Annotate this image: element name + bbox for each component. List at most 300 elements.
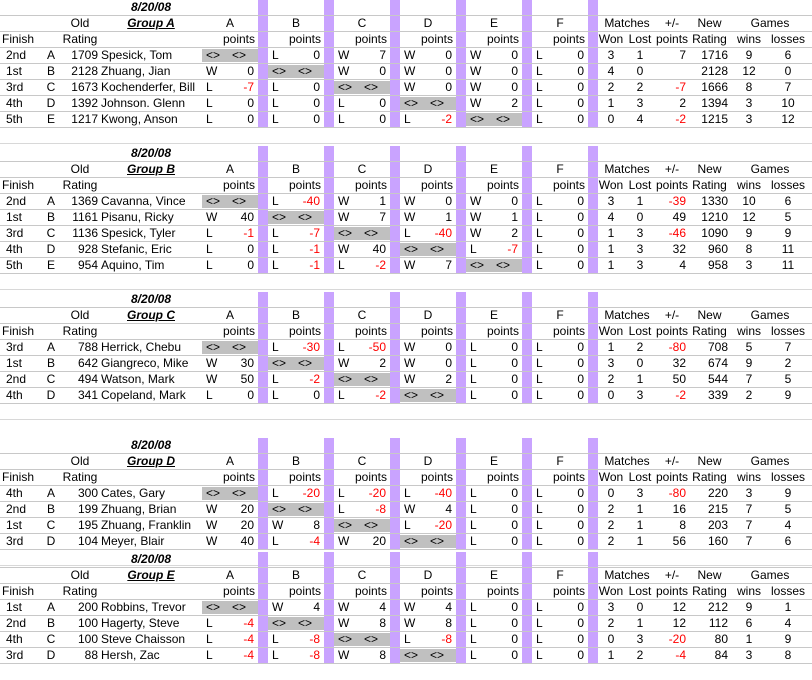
losses-cell: 5 xyxy=(784,210,792,224)
won-cell: 2 xyxy=(607,372,615,386)
match-points: -8 xyxy=(375,502,386,516)
plusminus-cell: -80 xyxy=(668,340,686,354)
match-points: 0 xyxy=(511,534,518,548)
opponent-header: A xyxy=(225,308,234,322)
won-header: Won xyxy=(598,584,624,598)
match-points: 2 xyxy=(511,226,518,240)
plusminus-cell: -80 xyxy=(668,486,686,500)
losses-cell: 9 xyxy=(784,486,792,500)
letter-cell: B xyxy=(46,502,55,516)
player-name: Zhuang, Jian xyxy=(101,64,171,78)
match-points: 30 xyxy=(240,356,254,370)
table-row xyxy=(0,194,812,210)
match-result: L xyxy=(536,388,543,402)
match-result: L xyxy=(272,632,279,646)
rating-cell: 100 xyxy=(77,616,98,630)
player-name: Meyer, Blair xyxy=(101,534,165,548)
table-row xyxy=(0,340,812,356)
match-result: W xyxy=(404,48,416,62)
rating-header: Rating xyxy=(62,324,98,338)
group-date: 8/20/08 xyxy=(130,0,172,14)
match-points: 0 xyxy=(379,64,386,78)
header-row xyxy=(0,454,812,470)
match-result: L xyxy=(470,648,477,662)
lost-header: Lost xyxy=(628,470,652,484)
match-result: <> xyxy=(404,534,419,548)
match-points: 0 xyxy=(577,340,584,354)
rating-cell: 88 xyxy=(84,648,98,662)
letter-cell: D xyxy=(46,388,56,402)
lost-header: Lost xyxy=(628,32,652,46)
points-header: points xyxy=(552,324,585,338)
plusminus-header: +/- xyxy=(664,454,680,468)
match-points: -8 xyxy=(309,648,320,662)
rating-cell: 300 xyxy=(77,486,98,500)
group-name: Group B xyxy=(127,162,175,176)
match-points: 0 xyxy=(247,388,254,402)
letter-cell: D xyxy=(46,534,56,548)
match-result: L xyxy=(206,648,213,662)
new-header: New xyxy=(697,162,722,176)
finish-cell: 2nd xyxy=(6,502,27,516)
match-result: L xyxy=(536,194,543,208)
opponent-header: C xyxy=(357,568,367,582)
match-points: 0 xyxy=(313,80,320,94)
won-cell: 2 xyxy=(607,616,615,630)
plusminus-points-header: points xyxy=(656,324,688,338)
points-header: points xyxy=(552,32,585,46)
match-result: W xyxy=(404,502,416,516)
table-row xyxy=(0,486,812,502)
opponent-header: F xyxy=(556,454,564,468)
match-points: 4 xyxy=(379,600,386,614)
wins-cell: 12 xyxy=(742,64,756,78)
match-points: <> xyxy=(429,242,444,256)
points-header: points xyxy=(486,178,519,192)
match-points: 8 xyxy=(379,648,386,662)
match-points: -4 xyxy=(243,648,254,662)
match-points: 1 xyxy=(445,210,452,224)
match-points: 0 xyxy=(445,340,452,354)
player-name: Kwong, Anson xyxy=(101,112,178,126)
match-points: 0 xyxy=(247,64,254,78)
blank-row xyxy=(0,404,812,420)
table-row xyxy=(0,356,812,372)
losses-header: losses xyxy=(770,324,805,338)
match-points: 0 xyxy=(577,48,584,62)
finish-cell: 4th xyxy=(6,96,23,110)
finish-cell: 5th xyxy=(6,112,23,126)
table-row xyxy=(0,96,812,112)
won-cell: 1 xyxy=(607,340,615,354)
plusminus-cell: 32 xyxy=(672,242,686,256)
plusminus-cell: 7 xyxy=(679,48,686,62)
points-header: points xyxy=(222,584,255,598)
lost-cell: 0 xyxy=(636,210,644,224)
losses-header: losses xyxy=(770,470,805,484)
new-rating-cell: 339 xyxy=(707,388,728,402)
match-points: 0 xyxy=(445,194,452,208)
match-points: 0 xyxy=(577,600,584,614)
points-header: points xyxy=(420,470,453,484)
match-result: L xyxy=(404,518,411,532)
wins-cell: 9 xyxy=(745,226,753,240)
points-header: points xyxy=(288,584,321,598)
plusminus-cell: 56 xyxy=(672,534,686,548)
match-points: 0 xyxy=(577,502,584,516)
match-points: 0 xyxy=(511,80,518,94)
table-row xyxy=(0,616,812,632)
date-row xyxy=(0,438,812,454)
match-result: <> xyxy=(404,388,419,402)
finish-cell: 2nd xyxy=(6,194,27,208)
opponent-header: F xyxy=(556,568,564,582)
plusminus-points-header: points xyxy=(656,584,688,598)
wins-cell: 6 xyxy=(745,616,753,630)
wins-header: wins xyxy=(736,324,761,338)
old-header: Old xyxy=(70,16,90,30)
match-result: W xyxy=(206,356,218,370)
won-cell: 3 xyxy=(607,194,615,208)
wins-cell: 1 xyxy=(745,632,753,646)
finish-cell: 1st xyxy=(6,64,23,78)
plusminus-cell: -20 xyxy=(668,632,686,646)
match-result: L xyxy=(206,226,213,240)
old-header: Old xyxy=(70,454,90,468)
wins-cell: 9 xyxy=(745,48,753,62)
match-points: 7 xyxy=(379,48,386,62)
plusminus-cell: -2 xyxy=(675,388,686,402)
match-result: L xyxy=(536,210,543,224)
letter-cell: A xyxy=(46,486,55,500)
match-result: W xyxy=(470,194,482,208)
lost-cell: 3 xyxy=(636,486,644,500)
letter-cell: C xyxy=(46,632,56,646)
match-points: -40 xyxy=(434,226,452,240)
lost-cell: 3 xyxy=(636,242,644,256)
group-date: 8/20/08 xyxy=(130,552,172,566)
lost-cell: 0 xyxy=(636,356,644,370)
finish-cell: 1st xyxy=(6,600,23,614)
rating-cell: 1392 xyxy=(71,96,98,110)
wins-cell: 7 xyxy=(745,518,753,532)
losses-cell: 0 xyxy=(784,64,792,78)
header-row xyxy=(0,308,812,324)
letter-cell: D xyxy=(46,242,56,256)
table-row xyxy=(0,372,812,388)
rating-cell: 954 xyxy=(77,258,98,272)
match-result: L xyxy=(470,518,477,532)
won-cell: 0 xyxy=(607,486,615,500)
match-points: 0 xyxy=(577,356,584,370)
match-points: 0 xyxy=(511,616,518,630)
match-result: <> xyxy=(338,372,353,386)
match-points: 0 xyxy=(511,388,518,402)
match-points: 2 xyxy=(379,356,386,370)
lost-cell: 1 xyxy=(636,616,644,630)
wins-cell: 3 xyxy=(745,258,753,272)
player-name: Hagerty, Steve xyxy=(101,616,180,630)
date-row xyxy=(0,146,812,162)
won-cell: 0 xyxy=(607,632,615,646)
match-points: <> xyxy=(297,356,312,370)
match-result: <> xyxy=(338,80,353,94)
match-points: 0 xyxy=(247,112,254,126)
match-points: <> xyxy=(429,534,444,548)
won-cell: 4 xyxy=(607,210,615,224)
losses-cell: 6 xyxy=(784,194,792,208)
won-header: Won xyxy=(598,178,624,192)
new-header: New xyxy=(697,16,722,30)
opponent-header: B xyxy=(291,568,300,582)
match-result: W xyxy=(404,616,416,630)
match-result: <> xyxy=(206,486,221,500)
letter-cell: C xyxy=(46,80,56,94)
match-points: <> xyxy=(231,194,246,208)
blank-row xyxy=(0,128,812,144)
letter-cell: C xyxy=(46,372,56,386)
lost-cell: 1 xyxy=(636,518,644,532)
points-header: points xyxy=(486,324,519,338)
match-points: <> xyxy=(297,64,312,78)
new-rating-cell: 1716 xyxy=(701,48,728,62)
matches-header: Matches xyxy=(604,308,650,322)
finish-cell: 1st xyxy=(6,210,23,224)
table-row xyxy=(0,518,812,534)
match-result: W xyxy=(404,258,416,272)
match-points: 40 xyxy=(240,210,254,224)
losses-cell: 1 xyxy=(784,600,792,614)
player-name: Cates, Gary xyxy=(101,486,166,500)
opponent-header: C xyxy=(357,454,367,468)
match-points: -4 xyxy=(309,534,320,548)
match-result: L xyxy=(206,616,213,630)
rating-cell: 642 xyxy=(77,356,98,370)
match-result: <> xyxy=(272,356,287,370)
wins-cell: 3 xyxy=(745,96,753,110)
match-points: -4 xyxy=(243,616,254,630)
opponent-header: E xyxy=(489,454,498,468)
match-points: -2 xyxy=(309,372,320,386)
match-result: W xyxy=(272,518,284,532)
lost-cell: 2 xyxy=(636,648,644,662)
match-points: -1 xyxy=(309,258,320,272)
old-header: Old xyxy=(70,308,90,322)
plusminus-header: +/- xyxy=(664,16,680,30)
match-result: L xyxy=(470,632,477,646)
points-header: points xyxy=(288,324,321,338)
player-name: Copeland, Mark xyxy=(101,388,186,402)
match-result: W xyxy=(470,210,482,224)
plusminus-points-header: points xyxy=(656,32,688,46)
points-header: points xyxy=(486,470,519,484)
rating-cell: 1161 xyxy=(72,210,98,224)
wins-cell: 8 xyxy=(745,242,753,256)
rating-cell: 2128 xyxy=(71,64,98,78)
rating-cell: 788 xyxy=(77,340,98,354)
losses-header: losses xyxy=(770,32,805,46)
match-result: W xyxy=(206,502,218,516)
match-result: L xyxy=(470,356,477,370)
match-points: 0 xyxy=(445,64,452,78)
match-points: <> xyxy=(429,388,444,402)
match-points: -50 xyxy=(368,340,386,354)
match-points: <> xyxy=(495,112,510,126)
new-rating-cell: 84 xyxy=(714,648,728,662)
match-result: L xyxy=(404,486,411,500)
group-table xyxy=(0,438,812,566)
match-result: <> xyxy=(470,258,485,272)
group-date: 8/20/08 xyxy=(130,146,172,160)
match-points: 0 xyxy=(511,486,518,500)
losses-cell: 4 xyxy=(784,518,792,532)
player-name: Watson, Mark xyxy=(101,372,175,386)
match-points: 4 xyxy=(445,502,452,516)
opponent-header: B xyxy=(291,308,300,322)
player-name: Spesick, Tom xyxy=(101,48,173,62)
match-result: L xyxy=(206,258,213,272)
player-name: Giangreco, Mike xyxy=(101,356,189,370)
match-points: 8 xyxy=(445,616,452,630)
won-cell: 1 xyxy=(607,96,615,110)
opponent-header: D xyxy=(423,16,433,30)
wins-header: wins xyxy=(736,584,761,598)
match-points: 0 xyxy=(511,194,518,208)
rating-cell: 1217 xyxy=(71,112,98,126)
match-result: <> xyxy=(404,96,419,110)
wins-cell: 3 xyxy=(745,112,753,126)
player-name: Johnson. Glenn xyxy=(101,96,186,110)
new-rating-cell: 1215 xyxy=(701,112,728,126)
opponent-header: B xyxy=(291,162,300,176)
match-points: 0 xyxy=(313,96,320,110)
lost-cell: 3 xyxy=(636,388,644,402)
match-result: L xyxy=(536,340,543,354)
old-header: Old xyxy=(70,568,90,582)
points-header: points xyxy=(552,178,585,192)
match-result: L xyxy=(536,356,543,370)
points-header: points xyxy=(486,32,519,46)
lost-cell: 4 xyxy=(636,112,644,126)
table-row xyxy=(0,80,812,96)
new-rating-header: Rating xyxy=(692,470,727,484)
games-header: Games xyxy=(750,308,790,322)
points-header: points xyxy=(222,324,255,338)
new-rating-cell: 960 xyxy=(707,242,728,256)
plusminus-cell: -46 xyxy=(668,226,686,240)
new-rating-cell: 2128 xyxy=(701,64,728,78)
match-result: W xyxy=(338,48,350,62)
subheader-row xyxy=(0,178,812,194)
blank-row xyxy=(0,274,812,290)
player-name: Zhuang, Brian xyxy=(101,502,177,516)
match-result: L xyxy=(470,388,477,402)
new-rating-cell: 1666 xyxy=(701,80,728,94)
won-cell: 3 xyxy=(607,600,615,614)
rating-cell: 1673 xyxy=(71,80,98,94)
match-result: W xyxy=(338,616,350,630)
new-rating-cell: 1330 xyxy=(701,194,728,208)
letter-cell: D xyxy=(46,96,56,110)
match-points: 0 xyxy=(511,648,518,662)
opponent-header: C xyxy=(357,162,367,176)
points-header: points xyxy=(288,32,321,46)
plusminus-header: +/- xyxy=(664,308,680,322)
match-points: -8 xyxy=(309,632,320,646)
match-result: W xyxy=(470,64,482,78)
matches-header: Matches xyxy=(604,454,650,468)
match-result: L xyxy=(536,648,543,662)
player-name: Hersh, Zac xyxy=(101,648,160,662)
match-result: W xyxy=(206,534,218,548)
losses-cell: 7 xyxy=(784,80,792,94)
match-points: <> xyxy=(297,616,312,630)
new-header: New xyxy=(697,454,722,468)
losses-cell: 6 xyxy=(784,534,792,548)
group-name: Group C xyxy=(127,308,175,322)
match-points: <> xyxy=(231,600,246,614)
finish-cell: 3rd xyxy=(6,80,24,94)
opponent-header: F xyxy=(556,16,564,30)
match-points: 0 xyxy=(577,242,584,256)
match-points: -2 xyxy=(375,258,386,272)
points-header: points xyxy=(354,470,387,484)
match-result: L xyxy=(470,534,477,548)
letter-cell: B xyxy=(46,616,55,630)
new-rating-cell: 203 xyxy=(707,518,728,532)
letter-cell: B xyxy=(46,64,55,78)
rating-cell: 199 xyxy=(77,502,98,516)
table-row xyxy=(0,64,812,80)
match-result: W xyxy=(404,194,416,208)
opponent-header: E xyxy=(489,568,498,582)
match-result: L xyxy=(536,96,543,110)
match-result: L xyxy=(536,632,543,646)
match-result: W xyxy=(470,80,482,94)
table-row xyxy=(0,648,812,664)
match-result: L xyxy=(536,486,543,500)
match-points: 0 xyxy=(313,112,320,126)
won-cell: 2 xyxy=(607,502,615,516)
match-points: <> xyxy=(297,210,312,224)
match-result: L xyxy=(470,372,477,386)
match-points: -30 xyxy=(302,340,320,354)
match-result: L xyxy=(338,112,345,126)
match-result: W xyxy=(338,210,350,224)
finish-header: Finish xyxy=(2,32,35,46)
match-result: L xyxy=(206,96,213,110)
match-points: 0 xyxy=(445,356,452,370)
match-result: L xyxy=(206,112,213,126)
letter-cell: E xyxy=(46,112,55,126)
player-name: Spesick, Tyler xyxy=(101,226,176,240)
rating-header: Rating xyxy=(62,32,98,46)
match-result: L xyxy=(272,340,279,354)
match-result: W xyxy=(206,210,218,224)
plusminus-cell: 16 xyxy=(672,502,686,516)
opponent-header: E xyxy=(489,16,498,30)
opponent-header: A xyxy=(225,568,234,582)
points-header: points xyxy=(222,32,255,46)
lost-header: Lost xyxy=(628,178,652,192)
match-points: <> xyxy=(363,80,378,94)
finish-header: Finish xyxy=(2,324,35,338)
plusminus-cell xyxy=(656,64,686,80)
match-points: 0 xyxy=(577,96,584,110)
lost-cell: 1 xyxy=(636,372,644,386)
match-points: <> xyxy=(231,48,246,62)
group-name: Group D xyxy=(127,454,175,468)
